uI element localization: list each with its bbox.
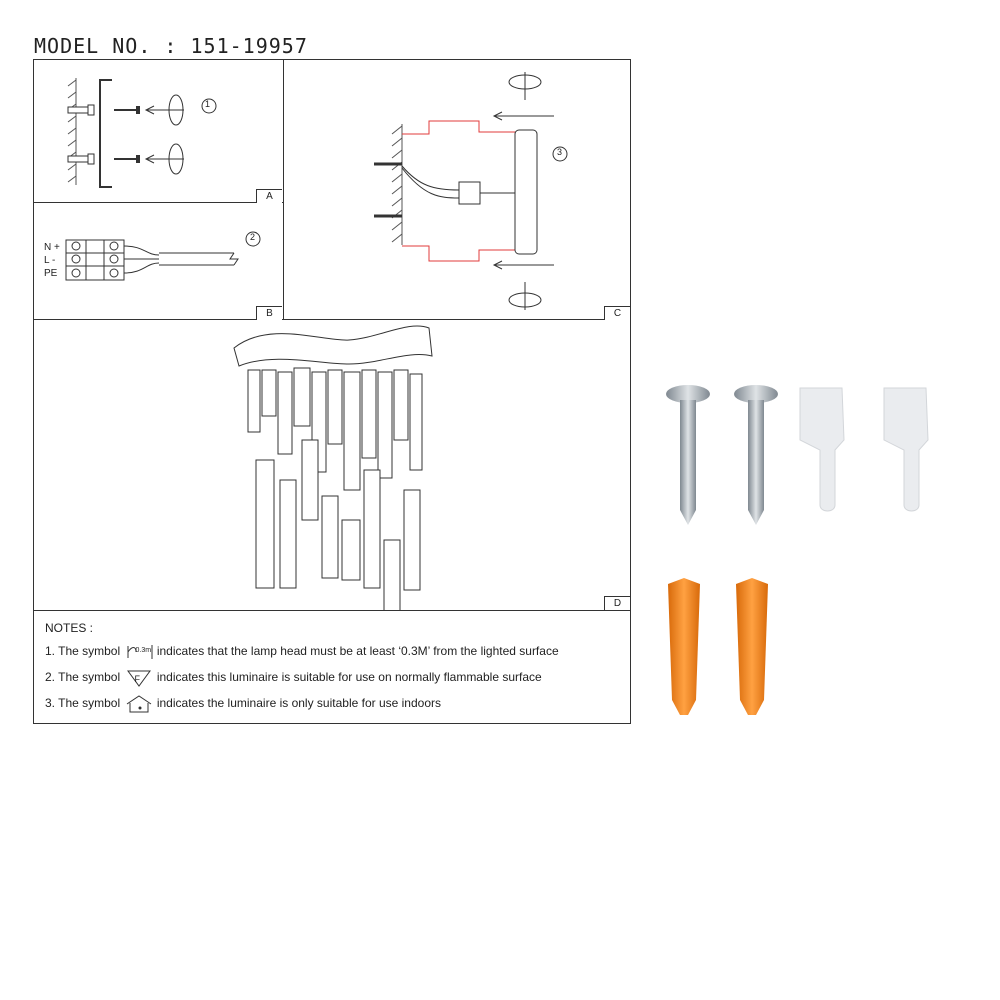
note-1 [45, 641, 559, 661]
model-number: MODEL NO. : 151-19957 [34, 34, 308, 58]
step-number: 1 [205, 99, 211, 109]
note-text: indicates the luminaire is only suitable for use indoors [156, 696, 441, 710]
note-prefix: 2. The symbol [45, 670, 121, 684]
instruction-sheet [33, 59, 631, 724]
hardware-parts [650, 370, 970, 720]
note-3 [45, 693, 441, 713]
parts-illustration [650, 370, 970, 720]
terminal-live: L - [44, 255, 56, 266]
note-prefix: 1. The symbol [45, 644, 121, 658]
wire-connector-icon [800, 388, 928, 511]
note-text: indicates that the lamp head must be at least ‘0.3M’ from the lighted surface [156, 644, 559, 658]
luminaire-drawing [34, 320, 630, 610]
panel-b [34, 203, 284, 320]
panel-tag: D [604, 596, 630, 610]
wiring-diagram [284, 60, 630, 320]
panel-a [34, 60, 284, 203]
terminal-block-diagram [34, 203, 284, 320]
note-text: indicates this luminaire is suitable for use on normally flammable surface [156, 670, 542, 684]
screw-icon [734, 385, 778, 525]
note-2 [45, 667, 542, 687]
wall-anchor-icon [668, 578, 768, 715]
flammable-surface-icon: F [124, 669, 154, 687]
panel-d [34, 320, 630, 610]
wall-mount-diagram [34, 60, 284, 203]
terminal-neutral: N + [44, 242, 60, 253]
indoor-use-icon [124, 695, 154, 713]
panel-c [284, 60, 630, 320]
distance-symbol-icon: 0.3m [124, 643, 154, 661]
terminal-earth: PE [44, 268, 58, 279]
panel-tag: B [256, 306, 282, 320]
step-number: 3 [557, 147, 563, 157]
notes-heading: NOTES : [45, 621, 94, 635]
panel-tag: A [256, 189, 282, 203]
screw-icon [666, 385, 710, 525]
step-number: 2 [250, 232, 256, 242]
notes-section [34, 610, 630, 724]
panel-tag: C [604, 306, 630, 320]
note-prefix: 3. The symbol [45, 696, 121, 710]
